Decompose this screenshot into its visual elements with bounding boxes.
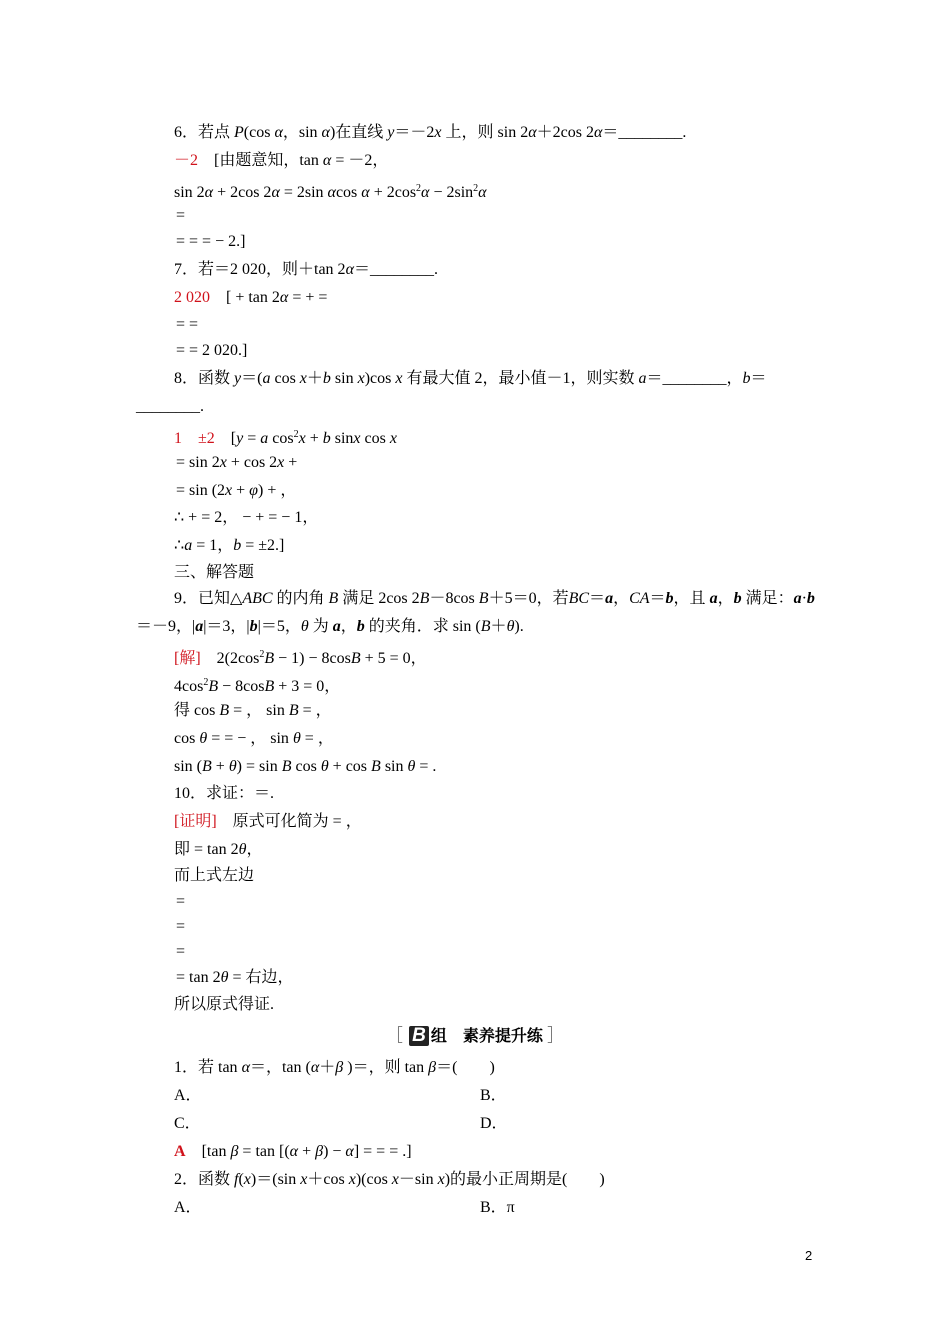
text-segment: b [249, 618, 258, 635]
text-segment: + 2cos 2 [213, 184, 272, 201]
text-segment: ＋5＝0，若 [488, 590, 569, 607]
text-line-b1-D [480, 1114, 508, 1134]
text-segment: = + = [288, 289, 328, 306]
text-line-a8-1 [174, 425, 397, 449]
text-segment: ( [238, 1171, 244, 1188]
text-segment: + [284, 454, 298, 471]
text-segment: = sin (2 [176, 482, 226, 499]
text-segment: [ + tan 2 [210, 289, 280, 306]
text-segment: a [332, 618, 341, 635]
text-segment: )cos [364, 370, 396, 387]
text-segment: α [345, 261, 354, 278]
text-line-b1 [174, 1058, 495, 1078]
text-segment: x [437, 1171, 445, 1188]
text-segment: cos [174, 730, 200, 747]
text-segment: ＝________， [646, 370, 743, 387]
text-segment: + cos [328, 758, 372, 775]
text-segment: cos [335, 184, 362, 201]
text-segment: θ [292, 730, 301, 747]
text-segment: a [184, 537, 193, 554]
text-segment: − 8cos [218, 678, 265, 695]
text-line-a7-1 [174, 288, 327, 308]
text-segment: ＋ [319, 1059, 336, 1076]
text-segment: a [260, 430, 269, 447]
text-segment: [tan [185, 1143, 231, 1160]
text-segment: + 5 = 0， [360, 650, 427, 667]
open-bracket: ［ [385, 1026, 403, 1046]
text-segment: B [288, 702, 299, 719]
text-segment: a [709, 590, 718, 607]
text-segment: b [322, 430, 331, 447]
text-segment: CA [629, 590, 650, 607]
text-segment: α [528, 124, 537, 141]
text-segment: 得 cos [174, 702, 220, 719]
text-segment: ， [340, 618, 357, 635]
text-segment: BC [568, 590, 590, 607]
text-segment: α [421, 184, 430, 201]
text-segment: 原式可化简为 = ， [216, 813, 362, 830]
text-segment: = [176, 893, 186, 910]
text-segment: 2 [259, 649, 265, 660]
text-segment: = sin 2 [176, 454, 220, 471]
group-b-title [0, 1024, 950, 1048]
text-segment: β [335, 1059, 344, 1076]
text-segment: = 2sin [279, 184, 328, 201]
text-segment: cos [268, 430, 294, 447]
text-line-a10-6 [176, 942, 185, 962]
text-line-b2 [174, 1170, 605, 1190]
text-segment: |＝5， [257, 618, 301, 635]
text-line-a7-3 [176, 341, 247, 361]
text-segment: |＝3，| [203, 618, 250, 635]
text-segment: ＋2cos 2 [536, 124, 594, 141]
text-segment: －sin [398, 1171, 438, 1188]
text-line-sec3 [174, 563, 254, 583]
text-segment: ＋ [306, 370, 323, 387]
text-segment: = [176, 943, 186, 960]
text-line-b1-B [480, 1086, 507, 1106]
text-segment: α [361, 184, 370, 201]
text-segment: = = − ， sin [207, 730, 293, 747]
text-segment: ＋cos [307, 1171, 349, 1188]
text-segment: 满足 2cos 2 [338, 590, 420, 607]
text-segment: α [322, 152, 332, 169]
text-line-a9-4 [174, 729, 334, 749]
text-segment: θ [506, 618, 515, 635]
text-line-q9-1 [174, 589, 815, 609]
text-segment: = 1， [192, 537, 234, 554]
text-segment: ＋ [490, 618, 507, 635]
text-segment: 而上式左边 [174, 867, 255, 884]
text-segment: B [371, 758, 381, 775]
text-segment: α [310, 1059, 320, 1076]
text-segment: cos [291, 758, 321, 775]
text-segment: = ， [298, 702, 332, 719]
text-segment: x [389, 430, 397, 447]
text-segment: x [219, 454, 227, 471]
text-segment: θ [238, 841, 247, 858]
text-segment: ， [717, 590, 734, 607]
text-segment: = ， [300, 730, 334, 747]
text-segment: α [345, 1143, 354, 1160]
text-segment: ＝( [241, 370, 263, 387]
text-segment: α [271, 184, 280, 201]
text-segment: 的内角 [272, 590, 329, 607]
text-segment: a [638, 370, 647, 387]
text-segment: a [195, 618, 204, 635]
text-line-q8-2 [136, 397, 204, 417]
text-segment: · [801, 590, 807, 607]
text-segment: ). [514, 618, 524, 635]
text-line-a10-1 [174, 812, 362, 832]
text-segment: b [742, 370, 751, 387]
text-segment: = = 2 020.] [176, 342, 248, 359]
text-segment: = ， sin [229, 702, 289, 719]
text-line-a8-3 [176, 481, 296, 501]
text-segment: x [299, 370, 307, 387]
text-segment: b [233, 537, 242, 554]
text-line-b2-B [480, 1198, 515, 1218]
text-segment: [解] [174, 650, 201, 667]
text-segment: sin [330, 370, 358, 387]
text-line-a9-3 [174, 701, 332, 721]
text-segment: = tan [( [238, 1143, 290, 1160]
text-segment: x [243, 1171, 251, 1188]
text-segment: 三、解答题 [174, 564, 255, 581]
text-segment: b [733, 590, 742, 607]
text-line-a8-2 [176, 453, 297, 473]
text-segment: α [321, 124, 330, 141]
text-segment: B [202, 758, 212, 775]
text-segment: + 3 = 0， [274, 678, 341, 695]
text-segment: 上，则 sin 2 [441, 124, 529, 141]
text-segment: ∴ [174, 537, 185, 554]
text-segment: x [391, 1171, 399, 1188]
text-segment: )的最小正周期是( ) [444, 1171, 605, 1188]
text-segment: = [176, 918, 186, 935]
text-line-b2-A [174, 1198, 202, 1218]
text-segment: ＝________. [353, 261, 438, 278]
text-segment: B．π [480, 1199, 515, 1216]
text-segment: [证明] [174, 813, 217, 830]
text-segment: ) − [323, 1143, 346, 1160]
text-line-a9-5 [174, 757, 436, 777]
text-line-a6-2 [174, 179, 487, 203]
text-segment: x [434, 124, 442, 141]
text-segment: y [234, 370, 242, 387]
text-segment: x [277, 454, 285, 471]
text-segment: θ [220, 969, 229, 986]
text-segment: B [219, 702, 230, 719]
text-segment: )＝(sin [250, 1171, 301, 1188]
text-segment: y [236, 430, 244, 447]
text-line-a10-2 [174, 840, 262, 860]
text-segment: = . [415, 758, 437, 775]
text-segment: + 2cos [369, 184, 417, 201]
text-segment: = tan 2 [176, 969, 221, 986]
text-segment: 2(2cos [200, 650, 260, 667]
text-segment: x [298, 430, 306, 447]
text-segment: A． [174, 1199, 202, 1216]
text-segment: ________. [136, 398, 204, 415]
group-b-label: 组 素养提升练 [430, 1026, 543, 1045]
text-segment: β [428, 1059, 437, 1076]
text-line-b1-C [174, 1114, 201, 1134]
text-segment: 的夹角．求 sin ( [364, 618, 481, 635]
text-segment: ＝( ) [436, 1059, 495, 1076]
text-segment: + [305, 430, 323, 447]
text-segment: cos [270, 370, 300, 387]
text-line-a9-2 [174, 673, 340, 697]
text-segment: 2 020 [174, 289, 210, 306]
text-segment: B [478, 590, 489, 607]
text-segment: B [419, 590, 430, 607]
text-segment: θ [320, 758, 329, 775]
text-segment: f [234, 1171, 239, 1188]
text-segment: A [174, 1143, 186, 1160]
text-segment: a [605, 590, 614, 607]
text-segment: B [328, 590, 339, 607]
text-segment: x [225, 482, 233, 499]
text-line-a10-3 [174, 866, 254, 886]
text-segment: a [262, 370, 271, 387]
text-segment: ∴ + = 2， − + = − 1， [174, 509, 319, 526]
text-segment: + [298, 1143, 316, 1160]
text-segment: )(cos [355, 1171, 392, 1188]
text-segment: a [793, 590, 802, 607]
text-segment: = －2， [331, 152, 389, 169]
text-segment: 满足： [741, 590, 794, 607]
text-line-a6-3 [176, 206, 185, 226]
text-segment: φ [249, 482, 259, 499]
text-segment: )＝，则 tan [343, 1059, 429, 1076]
text-segment: = = [176, 316, 199, 333]
text-line-q9-2 [136, 617, 524, 637]
text-segment: 8．函数 [174, 370, 235, 387]
text-segment: D． [480, 1115, 508, 1132]
text-segment: B [208, 678, 219, 695]
text-segment: 有最大值 2，最小值－1，则实数 [402, 370, 639, 387]
text-segment: ＝________. [602, 124, 687, 141]
text-line-b1-ans [174, 1142, 412, 1162]
page-number: 2 [805, 1248, 813, 1263]
text-segment: B [480, 618, 491, 635]
text-segment: ，sin [282, 124, 322, 141]
text-line-q6 [174, 123, 686, 143]
text-segment: ABC [242, 590, 273, 607]
text-segment: 1 ±2 [174, 430, 215, 447]
text-segment: ＝，tan ( [249, 1059, 311, 1076]
text-segment: B [264, 678, 275, 695]
text-segment: －8cos [429, 590, 479, 607]
text-line-a10-4 [176, 892, 185, 912]
text-segment: ＝－9，| [136, 618, 196, 635]
text-segment: 为 [308, 618, 333, 635]
text-segment: 所以原式得证. [174, 996, 275, 1013]
text-segment: －2 [174, 152, 199, 169]
text-segment: )在直线 [329, 124, 388, 141]
text-segment: 2 [416, 183, 422, 194]
text-line-q10 [174, 784, 274, 804]
text-segment: = [243, 430, 261, 447]
text-segment: α [478, 184, 487, 201]
text-segment: ＝－2 [394, 124, 435, 141]
text-segment: b [356, 618, 365, 635]
text-segment: ＝ [649, 590, 666, 607]
text-segment: θ [407, 758, 416, 775]
text-segment: B [281, 758, 292, 775]
text-segment: β [230, 1143, 239, 1160]
text-segment: sin 2 [174, 184, 205, 201]
text-segment: θ [228, 758, 237, 775]
text-segment: sin [380, 758, 408, 775]
text-segment: b [806, 590, 815, 607]
text-segment: = 右边， [228, 969, 294, 986]
text-segment: = ±2.] [241, 537, 285, 554]
text-segment: ＝ [750, 370, 767, 387]
text-segment: 9．已知△ [174, 590, 243, 607]
text-segment: ) = sin [236, 758, 282, 775]
text-segment: A． [174, 1087, 202, 1104]
text-segment: B [264, 650, 275, 667]
text-line-a6-1 [174, 151, 388, 171]
text-line-q8-1 [174, 369, 767, 389]
text-segment: B [350, 650, 361, 667]
text-segment: x [300, 1171, 308, 1188]
text-segment: x [353, 430, 361, 447]
text-segment: (cos [243, 124, 275, 141]
text-segment: α [289, 1143, 299, 1160]
text-line-a8-4 [174, 508, 318, 528]
text-line-b1-A [174, 1086, 202, 1106]
text-segment: ， [613, 590, 630, 607]
text-segment: ，且 [673, 590, 710, 607]
text-segment: sin [330, 430, 354, 447]
text-segment: 7．若＝2 020，则＋tan 2 [174, 261, 346, 278]
text-segment: α [204, 184, 214, 201]
text-segment: x [395, 370, 403, 387]
text-segment: − 2sin [429, 184, 474, 201]
text-segment: = = = − 2.] [176, 233, 246, 250]
text-line-a8-5 [174, 536, 284, 556]
text-segment: 10．求证：＝. [174, 785, 275, 802]
text-segment: ， [246, 841, 263, 858]
text-segment: sin ( [174, 758, 202, 775]
text-segment: 6．若点 [174, 124, 235, 141]
text-segment: b [322, 370, 331, 387]
text-segment: x [357, 370, 365, 387]
text-segment: P [234, 124, 244, 141]
text-segment: ] = = = .] [353, 1143, 412, 1160]
text-line-a7-2 [176, 315, 198, 335]
text-segment: B． [480, 1087, 507, 1104]
text-segment: = [176, 207, 186, 224]
text-segment: 即 = tan 2 [174, 841, 239, 858]
text-line-a10-8 [174, 995, 274, 1015]
text-segment: α [593, 124, 603, 141]
text-segment: cos [360, 430, 390, 447]
text-segment: 2．函数 [174, 1171, 235, 1188]
text-segment: α [279, 289, 289, 306]
text-segment: α [274, 124, 283, 141]
text-segment: β [315, 1143, 324, 1160]
text-line-a6-4 [176, 232, 245, 252]
text-line-a10-7 [176, 968, 293, 988]
text-segment: − 1) − 8cos [274, 650, 351, 667]
text-segment: + cos 2 [226, 454, 278, 471]
text-segment: ) + ， [258, 482, 297, 499]
text-segment: α [241, 1059, 250, 1076]
text-segment: y [387, 124, 395, 141]
text-line-q7 [174, 260, 438, 280]
text-segment: [ [214, 430, 237, 447]
text-segment: 1．若 tan [174, 1059, 242, 1076]
text-line-a9-1 [174, 645, 427, 669]
text-segment: ＝ [589, 590, 606, 607]
text-segment: x [348, 1171, 356, 1188]
text-segment: θ [300, 618, 309, 635]
text-segment: + [211, 758, 229, 775]
text-segment: C． [174, 1115, 201, 1132]
group-b-icon: B [409, 1026, 429, 1046]
text-line-a10-5 [176, 917, 185, 937]
text-segment: 2 [203, 677, 209, 688]
text-segment: 4cos [174, 678, 204, 695]
text-segment: α [327, 184, 336, 201]
text-segment: 2 [473, 183, 479, 194]
text-segment: [由题意知，tan [198, 152, 323, 169]
text-segment: + [232, 482, 250, 499]
text-segment: θ [199, 730, 208, 747]
text-segment: b [665, 590, 674, 607]
close-bracket: ］ [547, 1026, 565, 1046]
text-segment: 2 [293, 429, 299, 440]
